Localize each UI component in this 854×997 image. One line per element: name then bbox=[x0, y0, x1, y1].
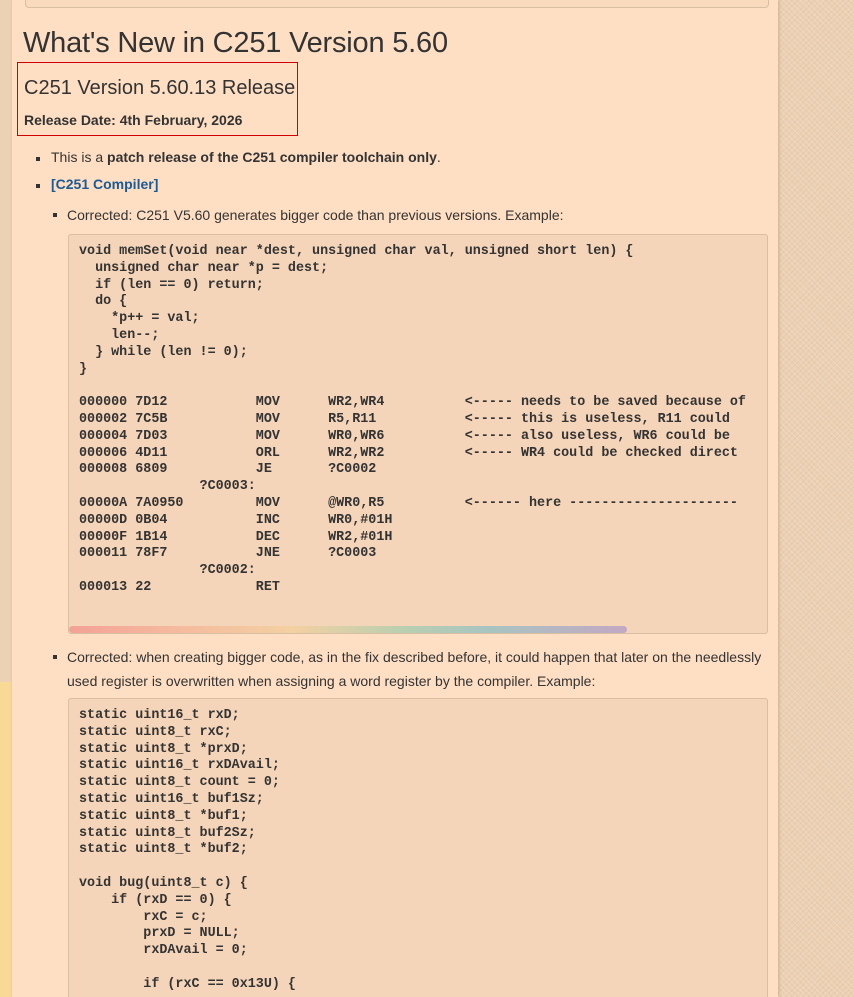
bullet-patch-release bbox=[51, 149, 441, 165]
article-content bbox=[12, 0, 778, 997]
release-date: Release Date: 4th February, 2026 bbox=[24, 112, 243, 128]
patch-text-prefix: This is a bbox=[51, 149, 108, 165]
page-title: What's New in C251 Version 5.60 bbox=[23, 27, 448, 59]
patch-text-bold: patch release of the C251 compiler toolchain only bbox=[107, 149, 437, 165]
release-title: C251 Version 5.60.13 Release bbox=[24, 77, 296, 99]
patch-text-suffix: . bbox=[436, 149, 441, 165]
bullet-marker bbox=[36, 157, 40, 161]
left-edge-strip bbox=[0, 682, 12, 997]
horizontal-scrollbar[interactable] bbox=[69, 626, 627, 633]
previous-section-box bbox=[25, 0, 769, 8]
bullet-marker bbox=[53, 655, 57, 659]
bullet-marker bbox=[53, 213, 57, 217]
bullet-compiler-section bbox=[51, 176, 158, 192]
page-background-texture bbox=[778, 0, 854, 997]
code-block-1[interactable] bbox=[68, 234, 768, 634]
c251-compiler-link[interactable]: [C251 Compiler] bbox=[51, 176, 159, 192]
code-block-2-content: static uint16_t rxD; static uint8_t rxC; static uint8_t *prxD; static uint16_t rxDAvail; static uint8_t count = 0; static uint16_t buf1Sz; static uint8_t *buf1; static uint8_t buf2Sz; static uint8_t *buf2; void bug(uint8_t c) { if (rxD == 0) { rxC = c; prxD = NULL; rxDAvail = 0; if (rxC == 0x13U) { bbox=[79, 708, 296, 992]
code-block-2[interactable] bbox=[68, 698, 768, 997]
bullet-marker bbox=[36, 184, 40, 188]
fix-1-description: Corrected: C251 V5.60 generates bigger code than previous versions. Example: bbox=[67, 207, 564, 223]
release-highlight-box bbox=[17, 62, 298, 136]
code-block-1-content: void memSet(void near *dest, unsigned char val, unsigned short len) { unsigned char near *p = dest; if (len == 0) return; do { *p++ = val; len--; } while (len != 0); } 000000 7D12 MOV WR2,WR4 <----- needs to be saved because of 000002 7C5B MOV R5,R11 <----- this is useless, R11 could 000004 7D03 MOV WR0,WR6 <----- also useless, WR6 could be 000006 4D11 ORL WR2,WR2 <----- WR4 could be checked direct 000008 6809 JE ?C0002 ?C0003: 00000A 7A0950 MOV @WR0,R5 <------ here --------------------- 00000D 0B04 INC WR0,#01H 00000F 1B14 DEC WR2,#01H 000011 78F7 JNE ?C0003 ?C0002: 000013 22 RET bbox=[79, 244, 746, 595]
fix-2-description: Corrected: when creating bigger code, as in the fix described before, it could happen that later on the needlessly used register is overwritten when assigning a word register by the compiler. Example: bbox=[67, 649, 762, 689]
